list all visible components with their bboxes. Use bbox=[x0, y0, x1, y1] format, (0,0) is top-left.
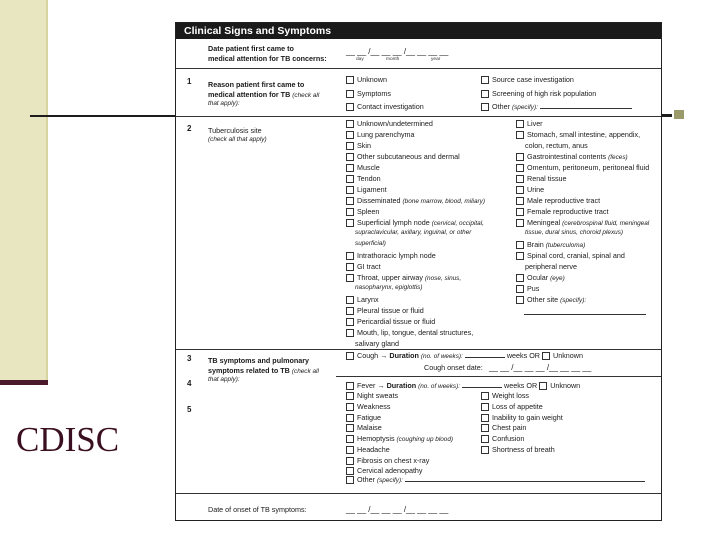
checkbox[interactable] bbox=[481, 103, 489, 111]
fever-weeks-or: weeks OR bbox=[504, 381, 538, 390]
q1-option-contact[interactable] bbox=[346, 102, 424, 111]
site-item[interactable] bbox=[346, 218, 484, 227]
checkbox[interactable] bbox=[346, 307, 354, 315]
q1-option-screening[interactable] bbox=[481, 89, 596, 98]
checkbox[interactable] bbox=[346, 76, 354, 84]
site-item[interactable] bbox=[516, 163, 649, 172]
q2-other-site-field[interactable] bbox=[524, 308, 646, 315]
slide-sidebar bbox=[0, 0, 48, 383]
site-item: salivary gland bbox=[355, 339, 399, 348]
symptom-item[interactable] bbox=[346, 456, 429, 465]
symptom-label: Fatigue bbox=[357, 412, 381, 422]
site-item: nasopharynx, epiglottis) bbox=[355, 284, 423, 291]
divider bbox=[336, 376, 661, 377]
checkbox[interactable] bbox=[346, 296, 354, 304]
site-note: (bone marrow, blood, miliary) bbox=[402, 198, 485, 205]
site-label: Stomach, small intestine, appendix, bbox=[527, 130, 641, 139]
form-title: Clinical Signs and Symptoms bbox=[176, 23, 661, 39]
symptom-label: Weakness bbox=[357, 401, 391, 411]
site-label: Muscle bbox=[357, 163, 380, 172]
q3-other-specify: (specify): bbox=[376, 477, 403, 484]
site-label: Spinal cord, cranial, spinal and bbox=[527, 251, 625, 260]
fever-weeks-field[interactable] bbox=[462, 381, 502, 388]
checkbox[interactable] bbox=[346, 153, 354, 161]
symptom-item[interactable] bbox=[346, 402, 390, 411]
symptom-item[interactable] bbox=[346, 434, 453, 443]
site-label: Gastrointestinal contents bbox=[527, 152, 607, 161]
checkbox[interactable] bbox=[346, 329, 354, 337]
cough-unknown: Unknown bbox=[553, 351, 583, 360]
checkbox[interactable] bbox=[481, 403, 489, 411]
cough-onset-label: Cough onset date: bbox=[424, 363, 483, 372]
site-note: (feces) bbox=[608, 154, 628, 161]
checkbox[interactable] bbox=[346, 90, 354, 98]
q1-other-field[interactable] bbox=[540, 102, 632, 109]
checkbox[interactable] bbox=[346, 252, 354, 260]
clinical-form bbox=[175, 22, 662, 521]
symptom-note: (coughing up blood) bbox=[396, 436, 454, 444]
checkbox[interactable] bbox=[346, 208, 354, 216]
site-label: Superficial lymph node bbox=[357, 218, 430, 227]
checkbox[interactable] bbox=[346, 318, 354, 326]
site-item[interactable] bbox=[516, 174, 567, 183]
checkbox[interactable] bbox=[346, 131, 354, 139]
site-item: colon, rectum, anus bbox=[525, 141, 588, 150]
checkbox[interactable] bbox=[516, 219, 524, 227]
checkbox[interactable] bbox=[516, 296, 524, 304]
symptom-label: Cervical adenopathy bbox=[357, 465, 423, 475]
q1-option-other[interactable] bbox=[481, 102, 632, 111]
cough-weeks-field[interactable] bbox=[465, 351, 505, 358]
checkbox[interactable] bbox=[516, 197, 524, 205]
divider bbox=[176, 349, 661, 350]
site-item[interactable] bbox=[516, 185, 544, 194]
site-item[interactable] bbox=[516, 207, 609, 216]
symptom-label: Chest pain bbox=[492, 423, 527, 433]
symptom-label: Headache bbox=[357, 445, 390, 454]
brand-text: CDISC bbox=[16, 420, 120, 459]
option-label: Screening of high risk population bbox=[492, 89, 597, 98]
symptom-label: Fibrosis on chest x-ray bbox=[357, 456, 430, 465]
checkbox[interactable] bbox=[481, 424, 489, 432]
symptom-label: Night sweats bbox=[357, 391, 399, 400]
checkbox[interactable] bbox=[516, 131, 524, 139]
site-item: supraclavicular, axillary, inguinal, or other bbox=[355, 229, 472, 236]
q3-label2b: (check all bbox=[291, 368, 319, 375]
checkbox[interactable] bbox=[346, 274, 354, 282]
checkbox[interactable] bbox=[346, 424, 354, 432]
option-label: Source case investigation bbox=[492, 75, 574, 84]
divider bbox=[176, 68, 661, 69]
date-first-label2: medical attention for TB concerns: bbox=[208, 54, 327, 63]
site-note: (nose, sinus, bbox=[424, 275, 462, 282]
option-label: Unknown bbox=[357, 75, 387, 84]
site-label: Pleural tissue or fluid bbox=[357, 306, 424, 315]
symptom-item[interactable] bbox=[346, 423, 382, 432]
checkbox[interactable] bbox=[481, 90, 489, 98]
date-first-label1: Date patient first came to bbox=[208, 44, 294, 53]
symptom-item[interactable] bbox=[346, 391, 398, 400]
site-label: Throat, upper airway bbox=[357, 273, 423, 282]
site-label: Meningeal bbox=[527, 218, 561, 227]
site-item[interactable] bbox=[346, 163, 380, 172]
date-first-input[interactable]: __ __ /__ __ __ /__ __ __ __ bbox=[346, 47, 449, 56]
checkbox[interactable] bbox=[516, 153, 524, 161]
site-item[interactable] bbox=[346, 185, 387, 194]
site-note: (cervical, occipital, bbox=[431, 220, 484, 227]
q1-label2: medical attention for TB bbox=[208, 90, 291, 99]
cough-onset-input[interactable]: __ __ /__ __ __ /__ __ __ __ bbox=[489, 363, 592, 372]
site-item[interactable] bbox=[346, 328, 473, 337]
checkbox[interactable] bbox=[516, 285, 524, 293]
site-item[interactable] bbox=[346, 262, 381, 271]
checkbox[interactable] bbox=[516, 186, 524, 194]
option-label: Contact investigation bbox=[357, 102, 424, 111]
fever-duration: Duration bbox=[386, 381, 417, 390]
site-label: Liver bbox=[527, 119, 543, 128]
checkbox[interactable] bbox=[346, 263, 354, 271]
checkbox[interactable] bbox=[346, 164, 354, 172]
symptom-item[interactable] bbox=[481, 402, 543, 411]
site-item: tissue, dural sinus, choroid plexus) bbox=[525, 229, 624, 236]
checkbox[interactable] bbox=[516, 120, 524, 128]
checkbox[interactable] bbox=[346, 219, 354, 227]
cough-weeks-or: weeks OR bbox=[506, 351, 540, 360]
site-label: Male reproductive tract bbox=[527, 196, 601, 205]
checkbox[interactable] bbox=[346, 352, 354, 360]
row-number-5: 5 bbox=[187, 405, 192, 414]
site-item[interactable] bbox=[516, 251, 625, 260]
date-first-year: year bbox=[431, 57, 441, 62]
divider bbox=[176, 116, 661, 117]
q3-other: Other bbox=[357, 475, 375, 484]
q3-label2: symptoms related to TB bbox=[208, 366, 290, 375]
checkbox[interactable] bbox=[346, 446, 354, 454]
site-item[interactable] bbox=[346, 251, 436, 260]
q1-label: Reason patient first came to bbox=[208, 80, 305, 89]
checkbox[interactable] bbox=[481, 76, 489, 84]
cough-weeks-paren: (no. of weeks): bbox=[420, 353, 463, 360]
cough-duration: Duration bbox=[389, 351, 419, 360]
site-label: Ligament bbox=[357, 185, 387, 194]
site-label: GI tract bbox=[357, 262, 381, 271]
symptom-item[interactable] bbox=[481, 445, 555, 454]
checkbox[interactable] bbox=[346, 382, 354, 390]
site-item[interactable] bbox=[516, 119, 543, 128]
fever-label: Fever bbox=[357, 381, 376, 390]
q3-other-row[interactable] bbox=[346, 475, 645, 484]
sidebar-accent-bar bbox=[0, 380, 48, 385]
q3-label: TB symptoms and pulmonary bbox=[208, 356, 310, 365]
site-item: peripheral nerve bbox=[525, 262, 577, 271]
cough-label: Cough bbox=[357, 351, 379, 360]
checkbox[interactable] bbox=[346, 435, 354, 443]
arrow-icon: → bbox=[380, 351, 388, 360]
site-label: Omentum, peritoneum, peritoneal fluid bbox=[527, 163, 650, 172]
row-number-3: 3 bbox=[187, 354, 192, 363]
onset-label: Date of onset of TB symptoms: bbox=[208, 505, 307, 514]
symptom-item[interactable] bbox=[346, 413, 381, 422]
site-item[interactable] bbox=[346, 174, 381, 183]
site-item[interactable] bbox=[346, 306, 424, 315]
site-item[interactable] bbox=[516, 284, 539, 293]
site-item[interactable] bbox=[346, 295, 379, 304]
option-label: Other bbox=[492, 102, 510, 111]
site-item[interactable] bbox=[516, 130, 640, 139]
site-item[interactable] bbox=[346, 273, 461, 282]
site-item[interactable] bbox=[516, 240, 585, 249]
site-item[interactable] bbox=[516, 152, 628, 161]
checkbox[interactable] bbox=[346, 467, 354, 475]
site-item[interactable] bbox=[516, 218, 649, 227]
onset-input[interactable]: __ __ /__ __ __ /__ __ __ __ bbox=[346, 505, 449, 514]
slide-rule-left bbox=[30, 115, 176, 117]
site-item[interactable] bbox=[516, 196, 600, 205]
q1-label3: that apply): bbox=[208, 100, 240, 107]
site-item[interactable] bbox=[346, 130, 415, 139]
symptom-item[interactable] bbox=[346, 466, 423, 475]
site-item[interactable] bbox=[346, 196, 485, 205]
checkbox[interactable] bbox=[346, 175, 354, 183]
site-label: Female reproductive tract bbox=[527, 207, 609, 216]
checkbox[interactable] bbox=[346, 103, 354, 111]
site-label: Spleen bbox=[357, 207, 380, 216]
checkbox[interactable] bbox=[346, 120, 354, 128]
date-first-month: month bbox=[386, 57, 400, 62]
site-label: Pericardial tissue or fluid bbox=[357, 317, 436, 326]
arrow-icon: → bbox=[377, 381, 385, 390]
checkbox[interactable] bbox=[346, 186, 354, 194]
site-item[interactable] bbox=[346, 152, 460, 161]
site-label: Urine bbox=[527, 185, 545, 194]
site-label: Brain bbox=[527, 240, 544, 249]
divider bbox=[176, 493, 661, 494]
checkbox[interactable] bbox=[346, 392, 354, 400]
symptom-label: Confusion bbox=[492, 434, 525, 444]
site-label: Unknown/undetermined bbox=[357, 119, 433, 128]
site-item[interactable] bbox=[346, 119, 433, 128]
site-item[interactable] bbox=[346, 317, 435, 326]
site-label: Renal tissue bbox=[527, 174, 567, 183]
checkbox[interactable] bbox=[346, 457, 354, 465]
checkbox[interactable] bbox=[516, 274, 524, 282]
option-label: Symptoms bbox=[357, 89, 391, 98]
site-item[interactable] bbox=[516, 273, 565, 282]
row-number-2: 2 bbox=[187, 124, 192, 133]
q2-label: Tuberculosis site bbox=[208, 126, 262, 135]
site-item[interactable] bbox=[346, 141, 371, 150]
site-label: Pus bbox=[527, 284, 540, 293]
q1-label2-wrap bbox=[208, 90, 319, 99]
site-item[interactable] bbox=[516, 295, 586, 304]
symptom-item[interactable] bbox=[481, 423, 526, 432]
symptom-label: Shortness of breath bbox=[492, 445, 555, 454]
symptom-label: Inability to gain weight bbox=[492, 412, 563, 422]
q1-option-unknown[interactable] bbox=[346, 75, 387, 84]
site-note: (tuberculoma) bbox=[545, 242, 586, 249]
symptom-item[interactable] bbox=[481, 413, 563, 422]
q2-label2: (check all that apply) bbox=[208, 136, 267, 143]
symptom-item[interactable] bbox=[481, 391, 529, 400]
checkbox[interactable] bbox=[346, 403, 354, 411]
site-label: Tendon bbox=[357, 174, 381, 183]
site-label: Other site bbox=[527, 295, 559, 304]
row-number-4: 4 bbox=[187, 379, 192, 388]
symptom-label: Weight loss bbox=[492, 391, 530, 400]
site-label: Disseminated bbox=[357, 196, 401, 205]
checkbox[interactable] bbox=[542, 352, 550, 360]
checkbox[interactable] bbox=[539, 382, 547, 390]
checkbox[interactable] bbox=[346, 142, 354, 150]
checkbox[interactable] bbox=[481, 414, 489, 422]
q3-other-field[interactable] bbox=[405, 475, 645, 482]
checkbox[interactable] bbox=[481, 446, 489, 454]
q1-other-specify: (specify): bbox=[511, 104, 538, 111]
symptom-label: Malaise bbox=[357, 423, 382, 433]
site-note: (specify): bbox=[560, 297, 587, 304]
checkbox[interactable] bbox=[481, 435, 489, 443]
checkbox[interactable] bbox=[346, 197, 354, 205]
site-label: Ocular bbox=[527, 273, 549, 282]
site-item: superficial) bbox=[355, 240, 386, 247]
site-note: (cerebrospinal fluid, meningeal bbox=[562, 220, 650, 227]
checkbox[interactable] bbox=[516, 241, 524, 249]
checkbox[interactable] bbox=[346, 476, 354, 484]
checkbox[interactable] bbox=[481, 392, 489, 400]
q3-label3: that apply): bbox=[208, 376, 240, 383]
site-note: (eye) bbox=[550, 275, 565, 282]
checkbox[interactable] bbox=[516, 252, 524, 260]
symptom-item[interactable] bbox=[346, 445, 390, 454]
slide-square-icon bbox=[674, 110, 684, 119]
q3-label2-wrap bbox=[208, 366, 319, 375]
site-label: Mouth, lip, tongue, dental structures, bbox=[357, 328, 474, 337]
site-label: Lung parenchyma bbox=[357, 130, 415, 139]
checkbox[interactable] bbox=[516, 208, 524, 216]
site-item[interactable] bbox=[346, 207, 379, 216]
symptom-label: Hemoptysis bbox=[357, 434, 395, 444]
site-label: Skin bbox=[357, 141, 371, 150]
fever-weeks-paren: (no. of weeks): bbox=[418, 383, 461, 390]
q3-fever-row bbox=[346, 381, 580, 390]
checkbox[interactable] bbox=[516, 175, 524, 183]
checkbox[interactable] bbox=[346, 414, 354, 422]
site-label: Larynx bbox=[357, 295, 379, 304]
site-label: Other subcutaneous and dermal bbox=[357, 152, 460, 161]
date-first-day: day bbox=[356, 57, 364, 62]
q1-label2b: (check all bbox=[292, 92, 320, 99]
symptom-label: Loss of appetite bbox=[492, 401, 543, 411]
q2-other-site-field-wrap bbox=[524, 308, 646, 317]
checkbox[interactable] bbox=[516, 164, 524, 172]
q3-cough-row bbox=[346, 351, 583, 360]
symptom-item[interactable] bbox=[481, 434, 524, 443]
row-number-1: 1 bbox=[187, 77, 192, 86]
q1-option-source[interactable] bbox=[481, 75, 574, 84]
site-label: Intrathoracic lymph node bbox=[357, 251, 436, 260]
fever-unknown: Unknown bbox=[550, 381, 581, 390]
q1-option-symptoms[interactable] bbox=[346, 89, 391, 98]
